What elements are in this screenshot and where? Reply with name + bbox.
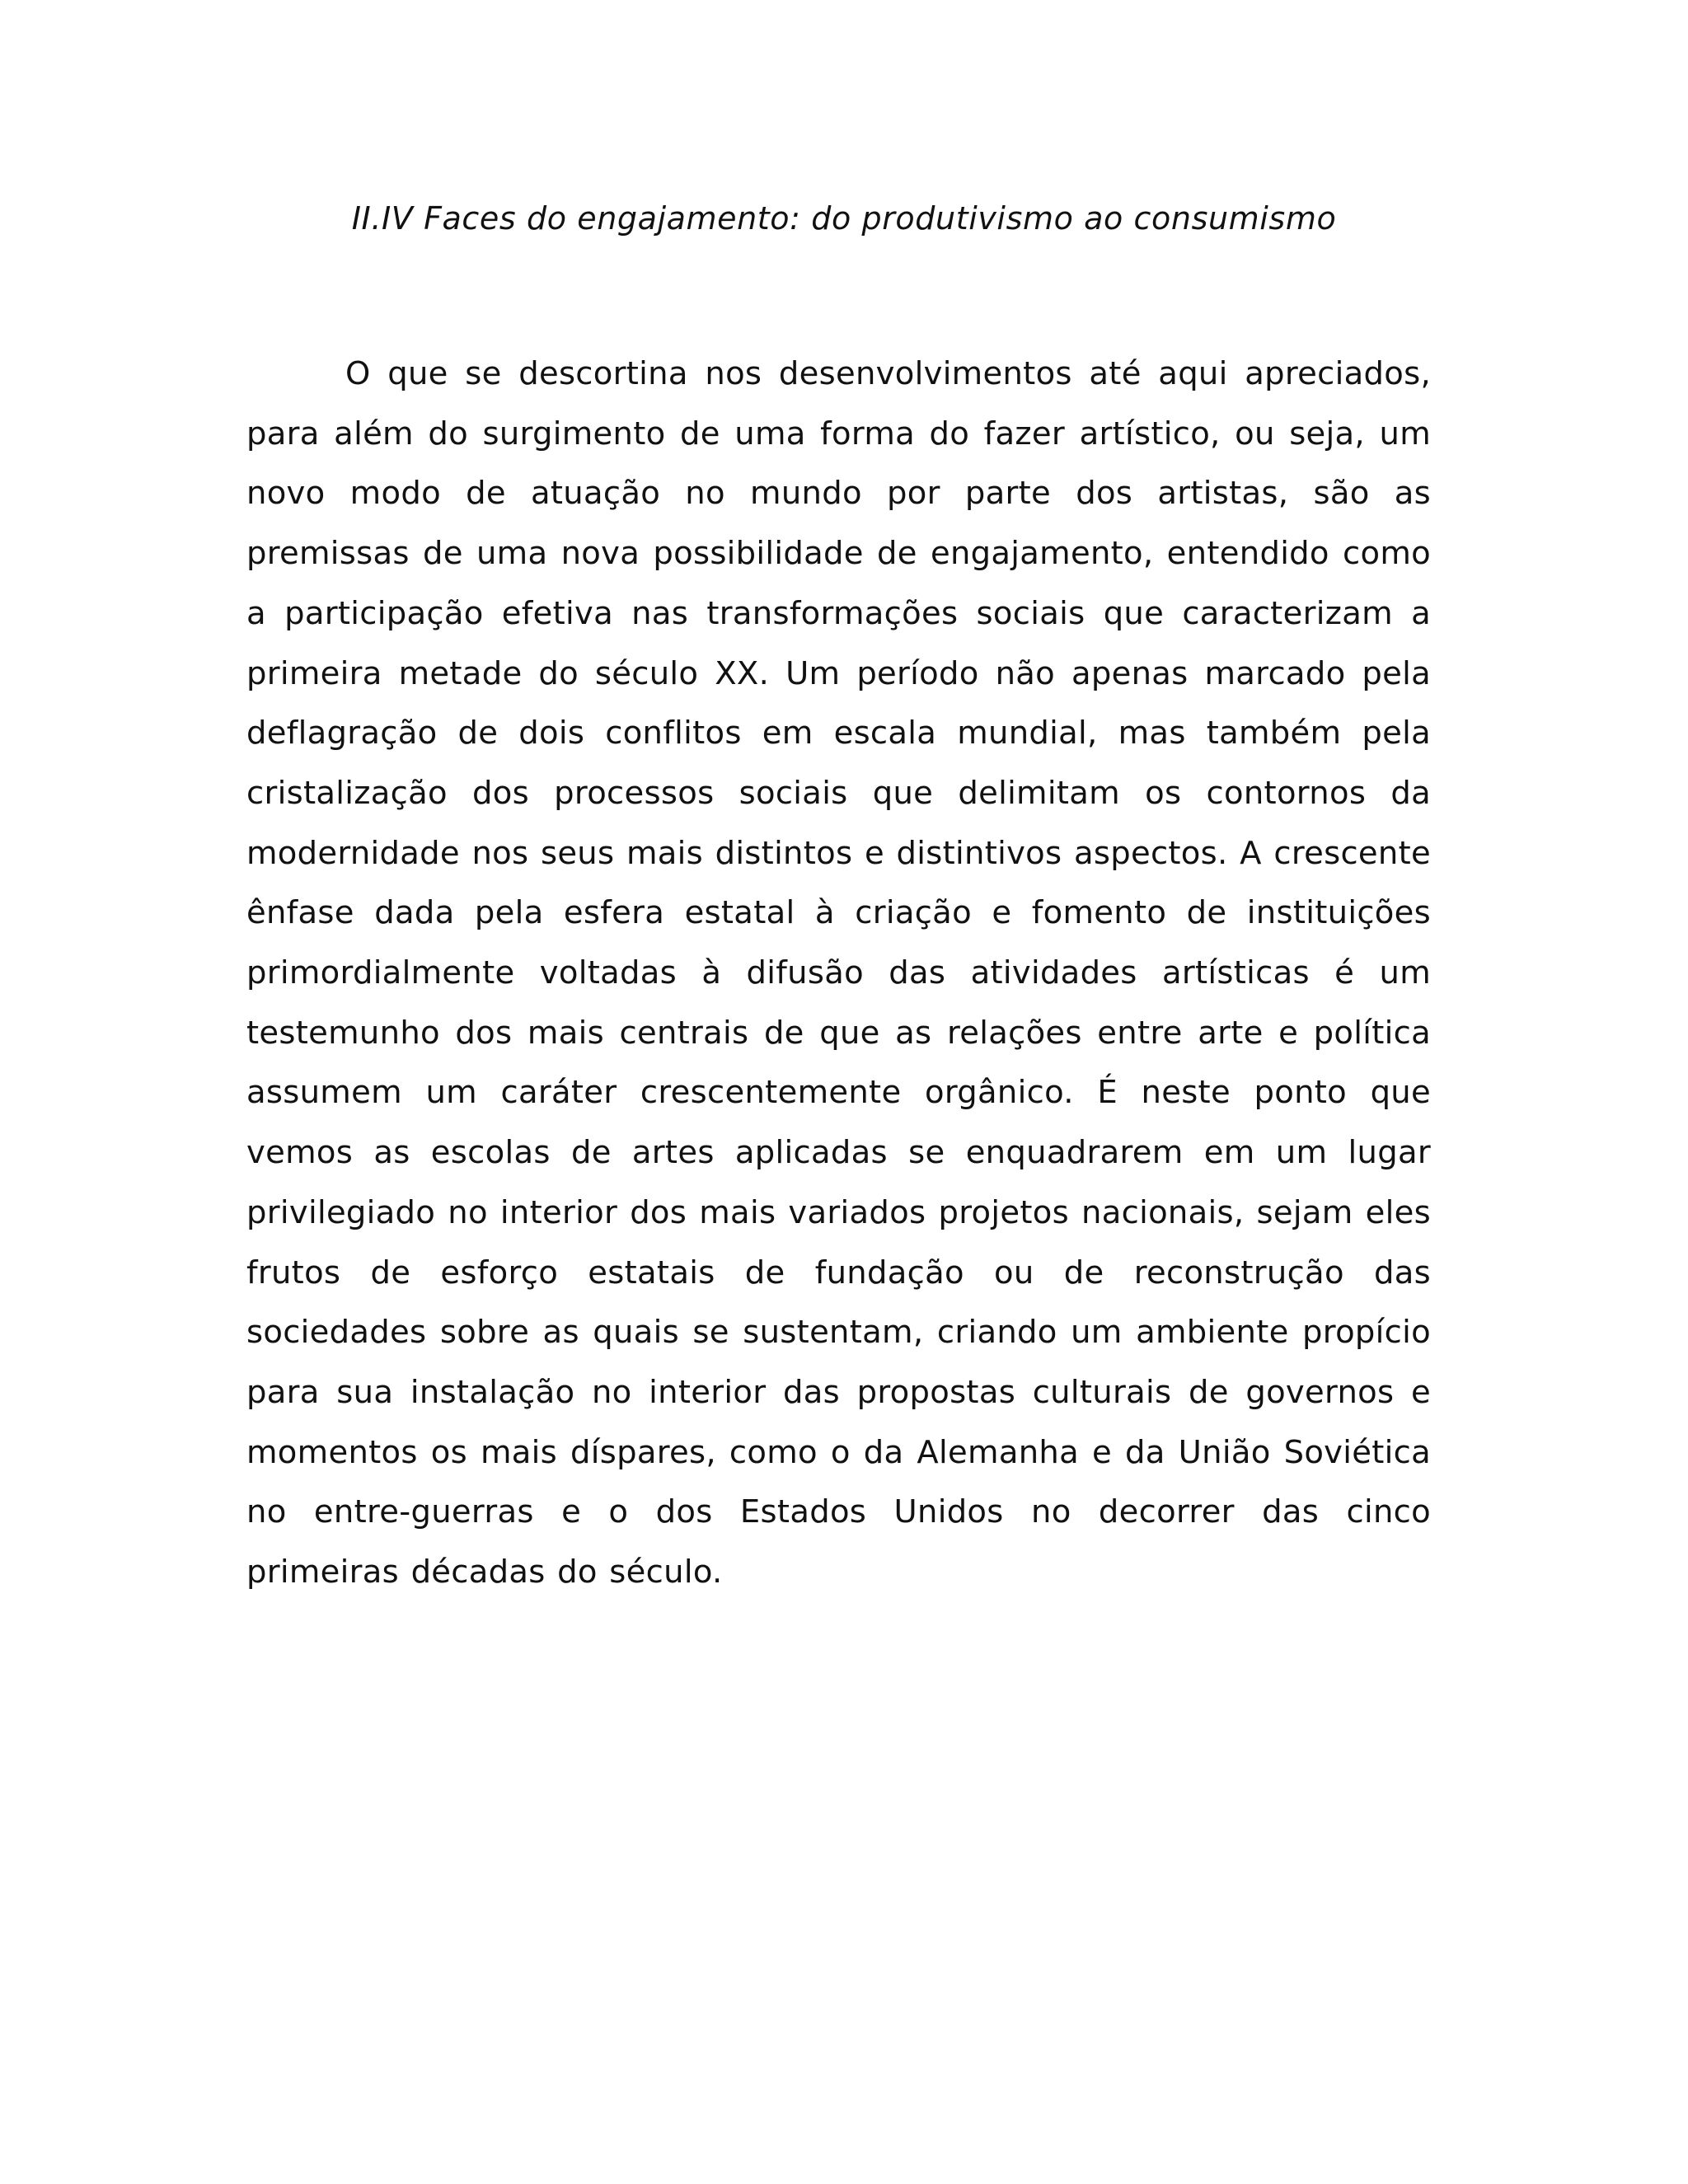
section-title: II.IV Faces do engajamento: do produtivismo ao consumismo: [351, 200, 1337, 237]
body-paragraph: O que se descortina nos desenvolvimentos até aqui apreciados, para além do surgimento de uma forma do fazer artístico, ou seja, um novo modo de atuação no mundo por parte dos artistas, são as premissas de uma nova possibilidade de engajamento, entendido como a participação efetiva nas transformações sociais que caracterizam a primeira metade do século XX. Um período não apenas marcado pela deflagração de dois conflitos em escala mundial, mas também pela cristalização dos processos sociais que delimitam os contornos da modernidade nos seus mais distintos e distintivos aspectos. A crescente ênfase dada pela esfera estatal à criação e fomento de instituições primordialmente voltadas à difusão das atividades artísticas é um testemunho dos mais centrais de que as relações entre arte e política assumem um caráter crescentemente orgânico. É neste ponto que vemos as escolas de artes aplicadas se enquadrarem em um lugar privilegiado no interior dos mais variados projetos nacionais, sejam eles frutos de esforço estatais de fundação ou de reconstrução das sociedades sobre as quais se sustentam, criando um ambiente propício para sua instalação no interior das propostas culturais de governos e momentos os mais díspares, como o da Alemanha e da União Soviética no entre-guerras e o dos Estados Unidos no decorrer das cinco primeiras décadas do século.: [246, 355, 1431, 1591]
